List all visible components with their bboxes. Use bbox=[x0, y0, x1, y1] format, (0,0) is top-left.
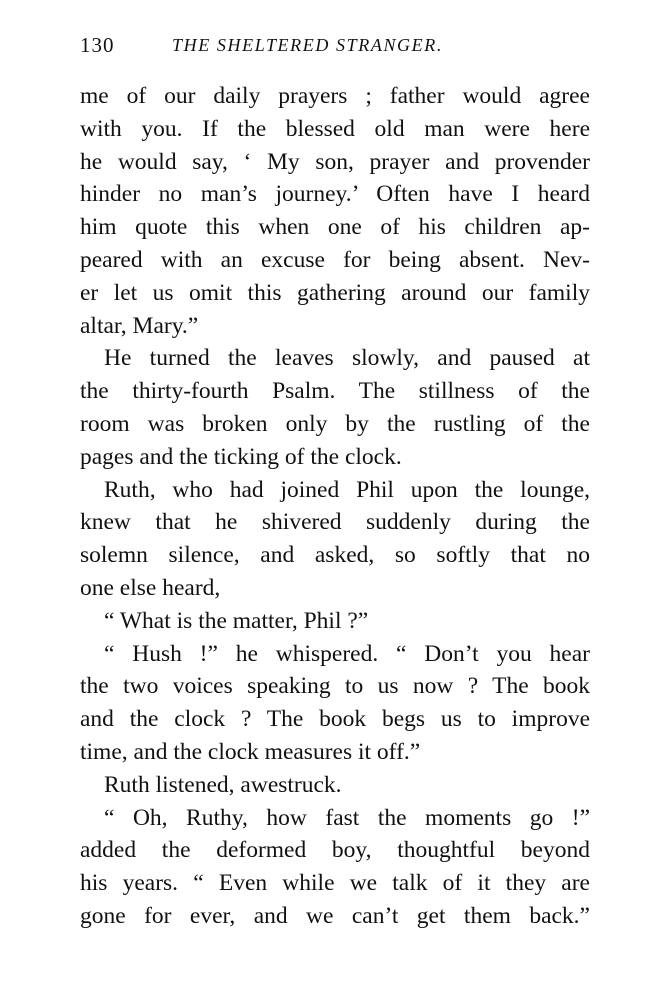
running-title: THE SHELTERED STRANGER. bbox=[172, 35, 443, 55]
text-line: hinder no man’s journey.’ Often have I heard bbox=[80, 181, 590, 208]
text-line: room was broken only by the rustling of the bbox=[80, 410, 590, 437]
text-line: He turned the leaves slowly, and paused at bbox=[104, 345, 590, 372]
text-line: er let us omit this gathering around our family bbox=[80, 279, 590, 306]
text-line: one else heard, bbox=[80, 574, 221, 601]
text-line: the two voices speaking to us now ? The book bbox=[80, 673, 590, 700]
text-line: knew that he shivered suddenly during the bbox=[80, 509, 590, 536]
text-line: his years. “ Even while we talk of it they are bbox=[80, 870, 590, 897]
text-line: peared with an excuse for being absent. Nev- bbox=[80, 246, 590, 273]
text-line: Ruth, who had joined Phil upon the lounge, bbox=[104, 476, 590, 503]
text-line: gone for ever, and we can’t get them back.” bbox=[80, 902, 590, 929]
text-line: me of our daily prayers ; father would agree bbox=[80, 83, 590, 109]
page-number: 130 bbox=[80, 33, 115, 57]
text-line: Ruth listened, awestruck. bbox=[104, 771, 342, 798]
text-line: pages and the ticking of the clock. bbox=[80, 443, 402, 470]
text-line: “ Oh, Ruthy, how fast the moments go !” bbox=[104, 804, 590, 831]
text-line: solemn silence, and asked, so softly that no bbox=[80, 542, 590, 569]
text-line: added the deformed boy, thoughtful beyond bbox=[80, 837, 590, 864]
text-line: altar, Mary.” bbox=[80, 312, 199, 339]
text-line: “ Hush !” he whispered. “ Don’t you hear bbox=[104, 640, 590, 667]
text-line: he would say, ‘ My son, prayer and provender bbox=[80, 148, 590, 175]
text-line: “ What is the matter, Phil ?” bbox=[104, 607, 369, 634]
text-line: with you. If the blessed old man were here bbox=[80, 115, 590, 142]
text-line: and the clock ? The book begs us to improve bbox=[80, 706, 590, 733]
text-line: time, and the clock measures it off.” bbox=[80, 738, 421, 765]
running-head bbox=[80, 30, 590, 60]
text-line: the thirty-fourth Psalm. The stillness of the bbox=[80, 378, 590, 405]
body-text bbox=[80, 80, 590, 933]
text-line: him quote this when one of his children ap- bbox=[80, 214, 590, 241]
